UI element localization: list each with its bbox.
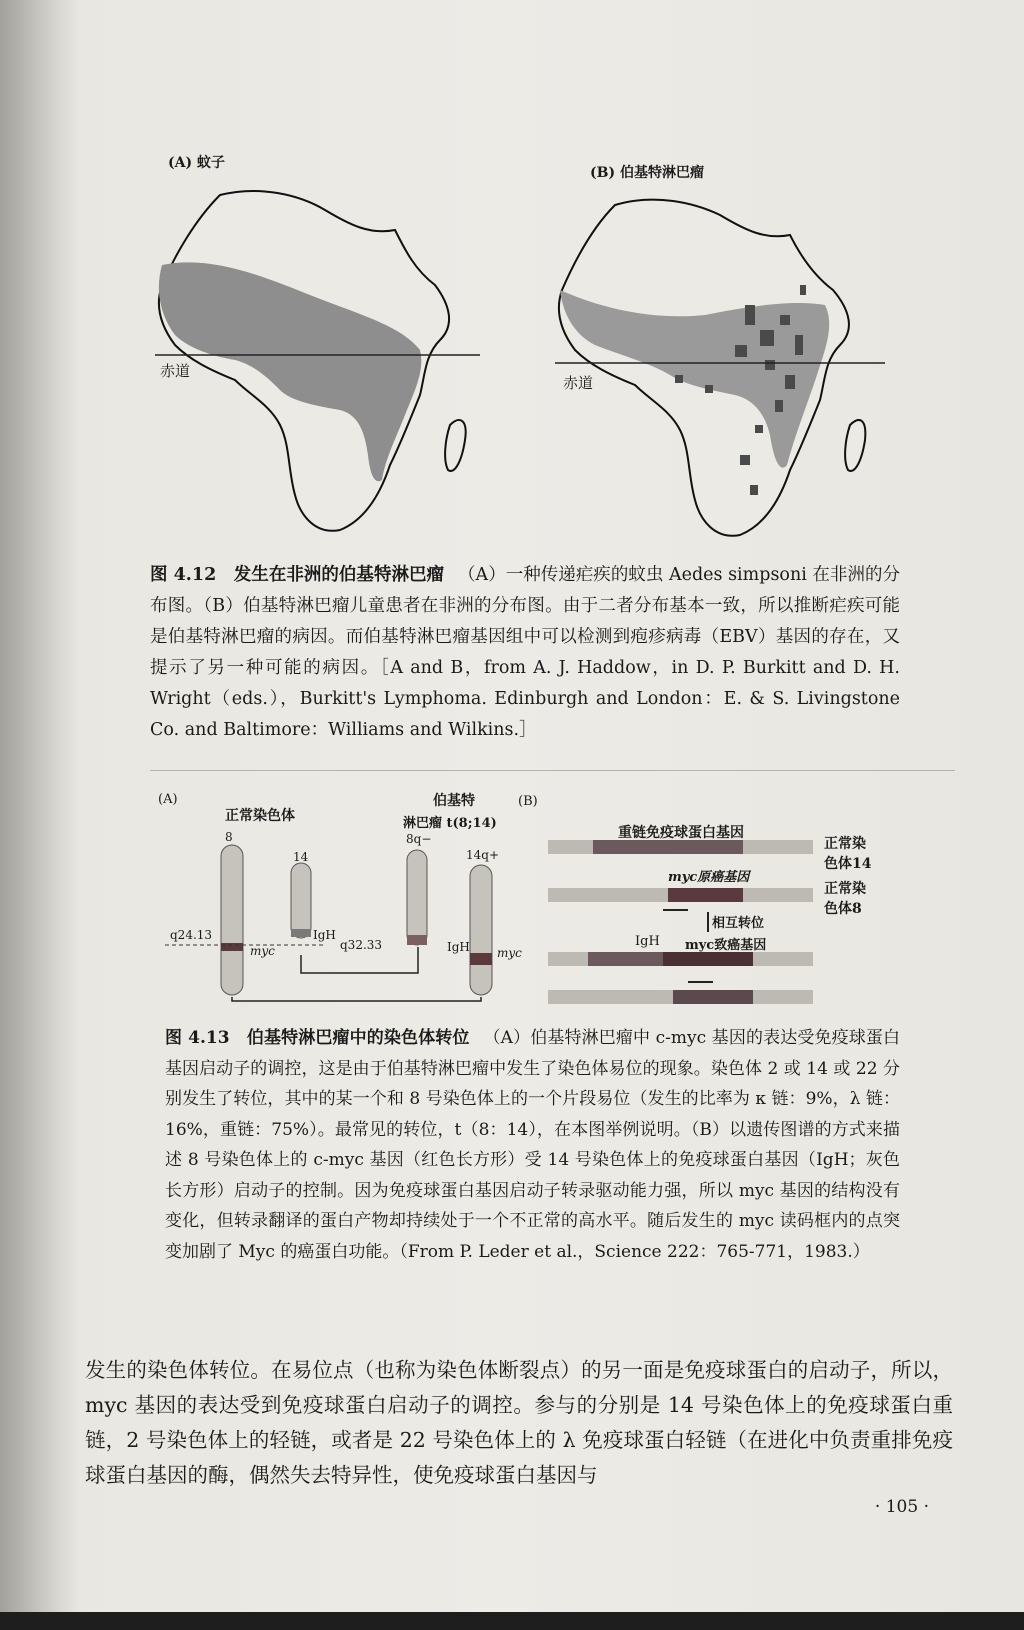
- myc-oncogene-block: [663, 952, 753, 966]
- arrow-8-to-14q: [232, 997, 481, 1001]
- chromosome-8: [221, 845, 243, 995]
- oncogene-label: myc致癌基因: [685, 938, 767, 953]
- igh-label-left: IgH: [313, 928, 336, 942]
- madagascar-a: [445, 420, 466, 471]
- igh-label-right: IgH: [447, 940, 470, 954]
- fig413-caption-text: （A）伯基特淋巴瘤中 c-myc 基因的表达受免疫球蛋白基因启动子的调控，这是由于伯基特淋巴瘤中发生了染色体易位的现象。染色体 2 或 14 或 22 分别发生了转位，其中的某一个和 8 号染色体上的一个片段易位（发生的比率为 κ 链：9%，λ 链：16%，重链：75%）。最常见的转位，t（8：14），在本图举例说明。（B）以遗传图谱的方式来描述 8 号染色体上的 c-myc 基因（红色长方形）受 14 号染色体上的免疫球蛋白基因（IgH；灰色长方形）启动子的控制。因为免疫球蛋白基因启动子转录驱动能力强，所以 myc 基因的结构没有变化，但转录翻译的蛋白产物却持续处于一个不正常的高水平。随后发生的 myc 读码框内的点突变加剧了 Myc 的癌蛋白功能。（From P. Leder et al.，Science 222：765-771，1983.）: [165, 1028, 900, 1262]
- fig412-panel-b-label: (B) 伯基特淋巴瘤: [590, 165, 704, 181]
- fig412-caption-title: 图 4.12 发生在非洲的伯基特淋巴瘤: [150, 565, 445, 585]
- chr8q-label: 8q−: [406, 832, 432, 846]
- chr14q-label: 14q+: [466, 848, 500, 862]
- normal-chr14-label-line1: 正常染: [824, 836, 866, 852]
- heavy-chain-gene-block: [593, 840, 743, 854]
- page-gutter-shadow: [0, 0, 80, 1630]
- normal-chr14-label-line2: 色体14: [824, 856, 872, 872]
- igh-band-8q: [407, 935, 427, 945]
- chromosome-diagram: [165, 825, 510, 1005]
- map-burkitt-distribution: [555, 185, 895, 545]
- proto-oncogene-label: myc原癌基因: [668, 870, 750, 885]
- fig413-panel-b-label: (B): [518, 794, 538, 809]
- myc-band-8: [221, 943, 243, 951]
- heavy-chain-label: 重链免疫球蛋白基因: [618, 825, 744, 841]
- page-number: · 105 ·: [874, 1497, 929, 1517]
- chromosome-14: [291, 863, 311, 938]
- fig413-caption-title: 图 4.13 伯基特淋巴瘤中的染色体转位: [165, 1028, 470, 1048]
- burkitt-label-line1: 伯基特: [433, 793, 475, 809]
- chr14-label: 14: [293, 850, 309, 864]
- equator-label-b: 赤道: [563, 374, 594, 392]
- fig412-caption-text: （A）一种传递疟疾的蚊虫 Aedes simpsoni 在非洲的分布图。（B）伯基特淋巴瘤儿童患者在非洲的分布图。由于二者分布基本一致，所以推断疟疾可能是伯基特淋巴瘤的病因。而伯基特淋巴瘤基因组中可以检测到疱疹病毒（EBV）基因的存在，又提示了另一种可能的病因。［A and B，from A. J. Haddow，in D. P. Burkitt and D. H. Wright（eds.），Burkitt's Lymphoma. Edinburgh and London：E. & S. Livingstone Co. and Baltimore：Williams and Wilkins.］: [150, 565, 900, 740]
- section-divider: [150, 770, 955, 771]
- igh-band-14: [291, 929, 311, 937]
- normal-chr8-label-line2: 色体8: [824, 901, 862, 917]
- myc-label-left: myc: [250, 944, 275, 958]
- igh-b-label: IgH: [635, 934, 660, 949]
- normal-chromosome-label: 正常染色体: [225, 808, 295, 824]
- fig413-caption: [165, 1023, 900, 1267]
- fig412-panel-a-label: (A) 蚊子: [168, 155, 225, 171]
- normal-chr8-label-line1: 正常染: [824, 881, 866, 897]
- myc-band-14q: [470, 953, 492, 965]
- madagascar-b: [845, 420, 865, 471]
- myc-label-right: myc: [497, 946, 522, 960]
- map-mosquito-distribution: [150, 175, 490, 545]
- desk-edge: [0, 1612, 1024, 1630]
- band-8-label: q24.13: [170, 928, 213, 942]
- myc-proto-block: [668, 888, 743, 902]
- chromosome-8q-minus: [407, 850, 427, 945]
- equator-label-a: 赤道: [160, 362, 191, 380]
- fig412-caption: [150, 560, 900, 746]
- igh-block-translocated: [588, 952, 663, 966]
- remaining-block: [673, 990, 753, 1004]
- fig413-panel-a-label: (A): [158, 792, 178, 807]
- body-paragraph: 发生的染色体转位。在易位点（也称为染色体断裂点）的另一面是免疫球蛋白的启动子，所以，myc 基因的表达受到免疫球蛋白启动子的调控。参与的分别是 14 号染色体上的免疫球蛋白重链，2 号染色体上的轻链，或者是 22 号染色体上的 λ 免疫球蛋白轻链（在进化中负责重排免疫球蛋白基因的酶，偶然失去特异性，使免疫球蛋白基因与: [85, 1358, 953, 1487]
- band-14-label: q32.33: [340, 938, 383, 952]
- chr8-label: 8: [225, 830, 233, 844]
- chromosome-14q-plus: [470, 865, 492, 995]
- burkitt-label-line2: 淋巴瘤 t(8;14): [403, 816, 497, 831]
- gene-map-diagram: [548, 820, 818, 1010]
- reciprocal-label: 相互转位: [712, 916, 765, 931]
